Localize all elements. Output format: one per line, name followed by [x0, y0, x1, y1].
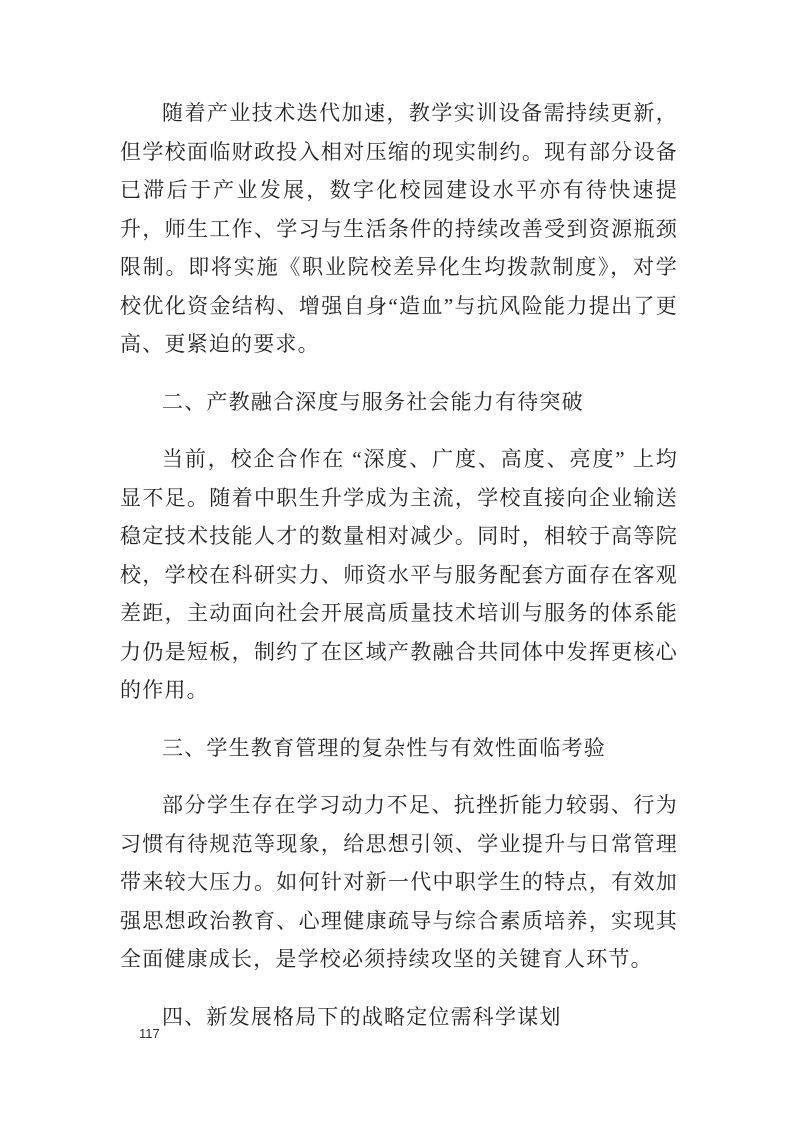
- section-heading-4-strategic-positioning: 四、新发展格局下的战略定位需科学谋划: [162, 1004, 562, 1029]
- paragraph-student-education-challenges: 部分学生存在学习动力不足、抗挫折能力较弱、行为习惯有待规范等现象，给思想引领、学业提升与日常管理带来较大压力。如何针对新一代中职学生的特点，有效加强思想政治教育、心理健康疏导与综合素质培养，实现其全面健康成长，是学校必须持续攻坚的关键育人环节。: [120, 793, 678, 971]
- page-number: 117: [139, 1026, 160, 1041]
- section-heading-3-student-management: 三、学生教育管理的复杂性与有效性面临考验: [162, 735, 606, 760]
- document-body: [120, 94, 678, 1055]
- section-heading-2-industry-education-integration: 二、产教融合深度与服务社会能力有待突破: [162, 389, 584, 414]
- paragraph-school-enterprise-cooperation: 当前，校企合作在 “深度、广度、高度、亮度” 上均显不足。随着中职生升学成为主流，学校直接向企业输送稳定技术技能人才的数量相对减少。同时，相较于高等院校，学校在科研实力、师资水平与服务配套方面存在客观差距，主动面向社会开展高质量技术培训与服务的体系能力仍是短板，制约了在区域产教融合共同体中发挥更核心的作用。: [120, 447, 678, 702]
- paragraph-funding-constraints: 随着产业技术迭代加速，教学实训设备需持续更新，但学校面临财政投入相对压缩的现实制约。现有部分设备已滞后于产业发展，数字化校园建设水平亦有待快速提升，师生工作、学习与生活条件的持续改善受到资源瓶颈限制。即将实施《职业院校差异化生均拨款制度》，对学校优化资金结构、增强自身“造血”与抗风险能力提出了更高、更紧迫的要求。: [120, 101, 678, 356]
